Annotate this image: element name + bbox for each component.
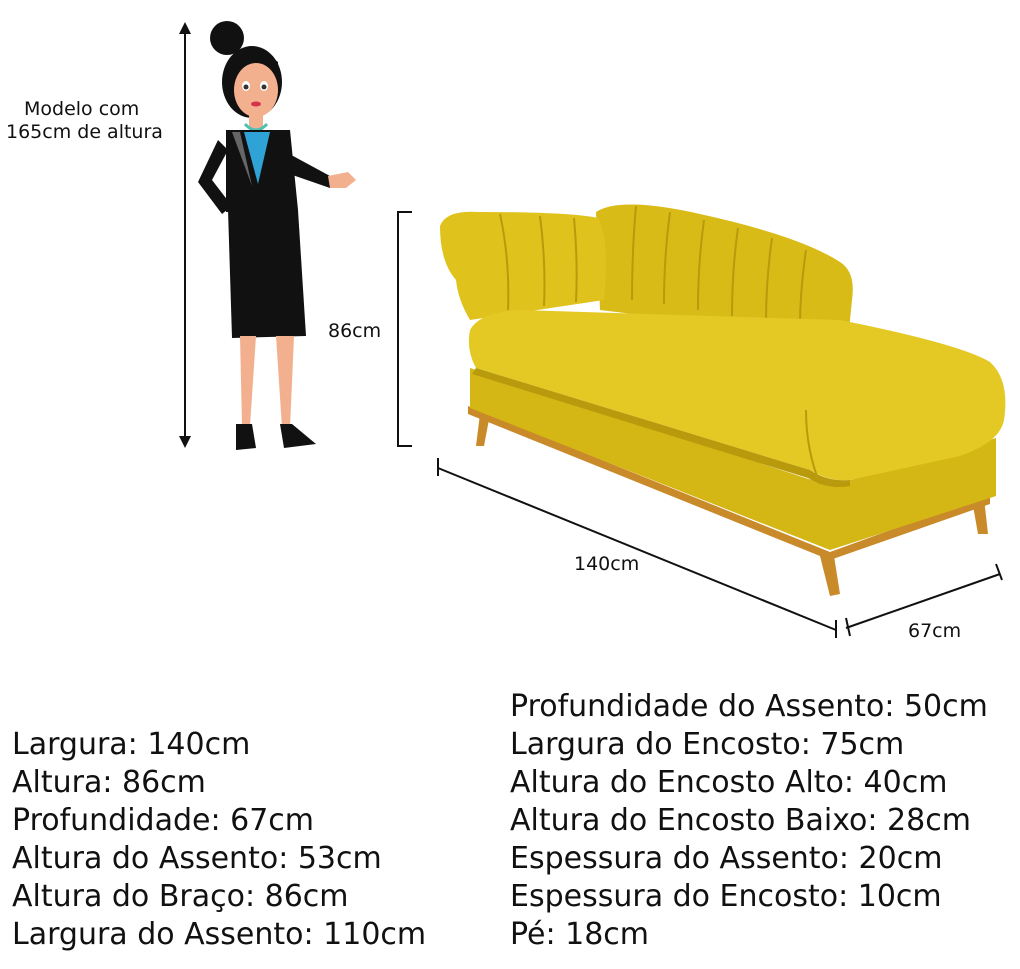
spec-altura-assento: Altura do Assento: 53cm <box>12 841 382 876</box>
spec-profundidade: Profundidade: 67cm <box>12 803 315 838</box>
sofa-height-bracket <box>398 212 412 446</box>
spec-altura-encosto-alto: Altura do Encosto Alto: 40cm <box>510 765 948 800</box>
spec-largura-assento: Largura do Assento: 110cm <box>12 917 427 952</box>
spec-espessura-encosto: Espessura do Encosto: 10cm <box>510 879 942 914</box>
spec-altura-encosto-baixo: Altura do Encosto Baixo: 28cm <box>510 803 971 838</box>
spec-largura: Largura: 140cm <box>12 727 251 762</box>
spec-profundidade-assento: Profundidade do Assento: 50cm <box>510 689 988 724</box>
spec-largura-encosto: Largura do Encosto: 75cm <box>510 727 905 762</box>
model-height-label <box>6 98 163 144</box>
spec-pe: Pé: 18cm <box>510 917 650 952</box>
specs-left-list <box>12 726 426 954</box>
spec-altura-braco: Altura do Braço: 86cm <box>12 879 349 914</box>
sofa-height-label: 86cm <box>328 320 382 342</box>
woman-figure-icon <box>198 21 356 450</box>
model-height-line-2: 165cm de altura <box>6 121 163 143</box>
spec-espessura-assento: Espessura do Assento: 20cm <box>510 841 943 876</box>
sofa-width-label: 140cm <box>574 553 640 575</box>
sofa-depth-label: 67cm <box>908 620 962 642</box>
spec-altura: Altura: 86cm <box>12 765 206 800</box>
chaise-sofa-icon <box>440 204 1005 596</box>
model-height-line-1: Modelo com <box>24 98 140 120</box>
specs-right-list <box>510 688 988 954</box>
